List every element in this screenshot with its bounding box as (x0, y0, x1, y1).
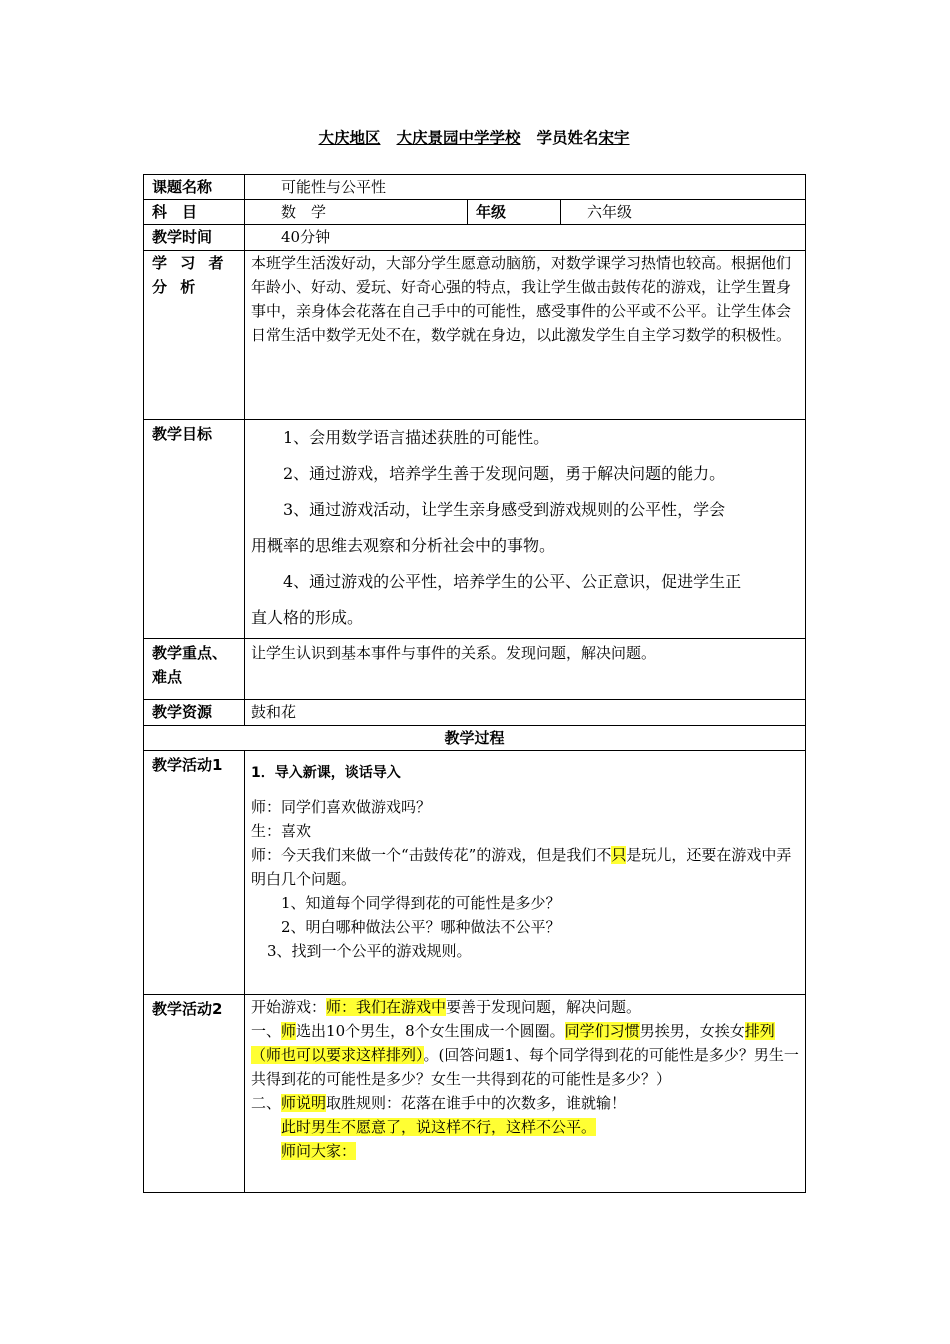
student-label: 学员姓名 (536, 129, 599, 147)
topic-label: 课题名称 (144, 175, 245, 200)
goal-3-cont: 用概率的思维去观察和分析社会中的事物。 (251, 536, 556, 555)
key-points-text: 让学生认识到基本事件与事件的关系。发现问题，解决问题。 (245, 639, 806, 700)
highlight: 同学们习惯 (564, 1022, 640, 1040)
activity2-content (245, 995, 806, 1193)
goals-list (245, 420, 806, 639)
activity2-line (251, 1115, 799, 1139)
process-title: 教学过程 (144, 726, 806, 751)
activity2-line: 一、师选出10个男生，8个女生围成一个圆圈。同学们习惯男挨男，女挨女排列（师也可以要求这样排列）。(回答问题1、每个同学得到花的可能性是多少？男生一共得到花的可能性是多少？女生一共得到花的可能性是多少？） (251, 1022, 799, 1088)
goal-4: 4、通过游戏的公平性，培养学生的公平、公正意识，促进学生正 (283, 572, 742, 591)
subject-value: 数 学 (245, 200, 468, 225)
highlight: 师 (281, 1022, 297, 1040)
activity1-line: 师：同学们喜欢做游戏吗？ (251, 798, 432, 816)
subject-label: 科 目 (144, 200, 245, 225)
row-activity-1 (144, 751, 806, 995)
row-process-title (144, 726, 806, 751)
row-resources (144, 700, 806, 726)
highlight: 师：我们在游戏中 (326, 998, 447, 1016)
activity1-line: 师：今天我们来做一个“击鼓传花”的游戏，但是我们不只是玩儿，还要在游戏中弄明白几个问题。 (251, 846, 792, 888)
highlight: 只 (611, 846, 627, 864)
student-name: 宋宇 (598, 129, 630, 147)
activity1-section-title: 1．导入新课，谈话导入 (251, 765, 401, 781)
resources-text: 鼓和花 (245, 700, 806, 726)
activity1-label: 教学活动1 (144, 751, 245, 995)
goal-1: 1、会用数学语言描述获胜的可能性。 (283, 428, 550, 447)
row-topic (144, 175, 806, 200)
goal-4-cont: 直人格的形成。 (251, 608, 364, 627)
school-name: 大庆景园中学学校 (396, 129, 521, 147)
activity2-line: 二、师说明取胜规则：花落在谁手中的次数多，谁就输！ (251, 1094, 627, 1112)
activity2-line: 开始游戏：师：我们在游戏中要善于发现问题，解决问题。 (251, 998, 642, 1016)
activity1-line: 生：喜欢 (251, 822, 312, 840)
grade-label: 年级 (468, 200, 561, 225)
highlight: 师问大家： (281, 1142, 357, 1160)
question-3: 3、找到一个公平的游戏规则。 (267, 942, 472, 960)
row-time (144, 225, 806, 251)
learner-text: 本班学生活泼好动，大部分学生愿意动脑筋，对数学课学习热情也较高。根据他们年龄小、好动、爱玩、好奇心强的特点，我让学生做击鼓传花的游戏，让学生置身事中，亲身体会花落在自己手中的可能性，感受事件的公平或不公平。让学生体会日常生活中数学无处不在，数学就在身边，以此激发学生自主学习数学的积极性。 (245, 251, 806, 420)
goal-2: 2、通过游戏，培养学生善于发现问题，勇于解决问题的能力。 (283, 464, 726, 483)
resources-label: 教学资源 (144, 700, 245, 726)
highlight: 师说明 (281, 1094, 327, 1112)
row-subject (144, 200, 806, 225)
question-1: 1、知道每个同学得到花的可能性是多少？ (281, 894, 561, 912)
activity1-content (245, 751, 806, 995)
goal-3: 3、通过游戏活动，让学生亲身感受到游戏规则的公平性，学会 (283, 500, 726, 519)
document-header (143, 126, 805, 148)
learner-label: 学 习 者 分 析 (144, 251, 245, 420)
region: 大庆地区 (318, 129, 381, 147)
topic-value: 可能性与公平性 (245, 175, 806, 200)
activity2-line (251, 1139, 799, 1163)
key-points-label: 教学重点、难点 (144, 639, 245, 700)
goals-label: 教学目标 (144, 420, 245, 639)
row-activity-2 (144, 995, 806, 1193)
question-2: 2、明白哪种做法公平？哪种做法不公平？ (281, 918, 561, 936)
activity2-label: 教学活动2 (144, 995, 245, 1193)
row-key-points (144, 639, 806, 700)
time-label: 教学时间 (144, 225, 245, 251)
lesson-plan-table (143, 174, 806, 1193)
time-value: 40分钟 (245, 225, 806, 251)
row-goals (144, 420, 806, 639)
row-learner (144, 251, 806, 420)
grade-value: 六年级 (561, 200, 806, 225)
highlight: 此时男生不愿意了，说这样不行，这样不公平。 (281, 1118, 597, 1136)
highlight: 排列（师也可以要求这样排列） (251, 1022, 775, 1064)
